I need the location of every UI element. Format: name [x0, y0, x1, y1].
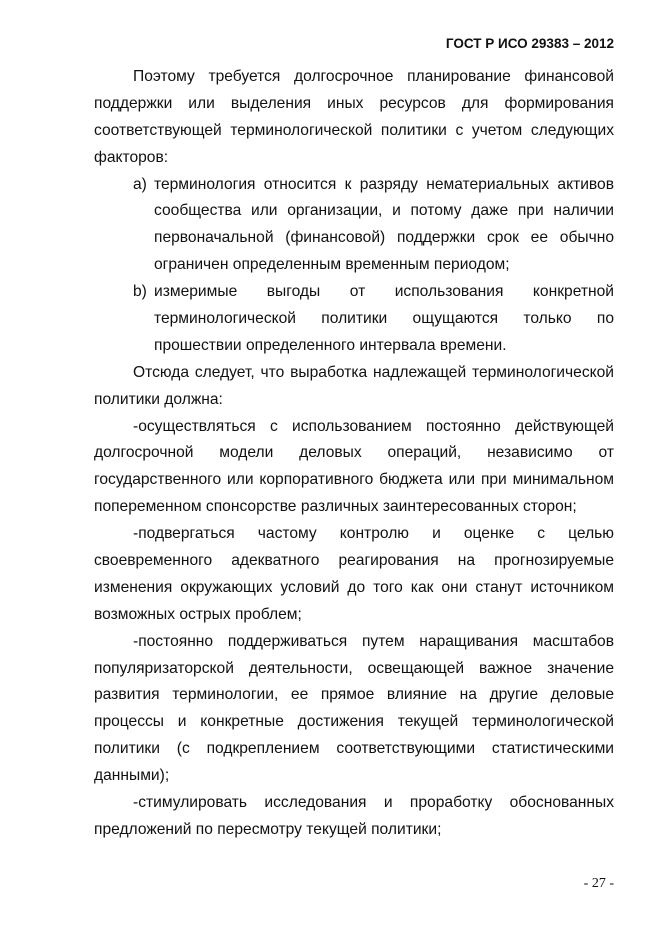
- paragraph: [94, 360, 614, 414]
- list-item: [94, 279, 614, 360]
- text-line: ограничен определенным временным периодом;: [154, 256, 510, 274]
- text-line: попеременном спонсорстве различных заинтересованных сторон;: [94, 498, 577, 516]
- paragraph: [94, 629, 614, 790]
- document-header: ГОСТ Р ИСО 29383 – 2012: [445, 36, 614, 51]
- text-line: изменения окружающих условий до того как они станут источником: [94, 578, 614, 596]
- text-line: государственного или корпоративного бюджета или при минимальном: [94, 471, 614, 489]
- text-line: -стимулировать исследования и проработку обоснованных: [133, 794, 614, 812]
- text-line: факторов:: [94, 148, 169, 166]
- paragraph: [94, 790, 614, 844]
- text-line: политики (с подкреплением соответствующими статистическими: [94, 740, 614, 758]
- text-line: первоначальной (финансовой) поддержки срок ее обычно: [154, 229, 614, 247]
- text-line: -постоянно поддерживаться путем наращивания масштабов: [133, 632, 614, 650]
- document-body: [94, 64, 614, 844]
- list-item-label: a): [133, 175, 147, 193]
- text-line: развития терминологии, ее прямое влияние на другие деловые: [94, 686, 614, 704]
- text-line: Поэтому требуется долгосрочное планирование финансовой: [133, 68, 614, 85]
- paragraph: [94, 521, 614, 629]
- text-line: -подвергаться частому контролю и оценке с целью: [133, 525, 614, 543]
- text-line: измеримые выгоды от использования конкретной: [154, 283, 614, 301]
- text-line: терминология относится к разряду нематериальных активов: [154, 175, 614, 193]
- text-line: сообщества или организации, и потому даже при наличии: [154, 202, 614, 220]
- text-line: прошествии определенного интервала времени.: [154, 336, 507, 354]
- text-line: долгосрочной модели деловых операций, независимо от: [94, 444, 614, 462]
- text-line: политики должна:: [94, 390, 223, 408]
- paragraph: [94, 64, 614, 172]
- text-line: процессы и конкретные достижения текущей терминологической: [94, 713, 614, 731]
- text-line: Отсюда следует, что выработка надлежащей терминологической: [133, 363, 614, 381]
- list-item: [94, 172, 614, 280]
- paragraph: [94, 414, 614, 522]
- page-number: - 27 -: [583, 876, 614, 891]
- text-line: данными);: [94, 767, 170, 785]
- list-item-label: b): [133, 283, 147, 301]
- text-line: поддержки или выделения иных ресурсов для формирования: [94, 94, 614, 112]
- text-line: предложений по пересмотру текущей политики;: [94, 820, 442, 838]
- text-line: терминологической политики ощущаются только по: [154, 310, 614, 328]
- text-line: -осуществляться с использованием постоянно действующей: [133, 417, 614, 435]
- text-line: своевременного адекватного реагирования на прогнозируемые: [94, 552, 614, 570]
- text-line: соответствующей терминологической политики с учетом следующих: [94, 121, 614, 139]
- text-line: возможных острых проблем;: [94, 605, 302, 623]
- text-line: популяризаторской деятельности, освещающей важное значение: [94, 659, 614, 677]
